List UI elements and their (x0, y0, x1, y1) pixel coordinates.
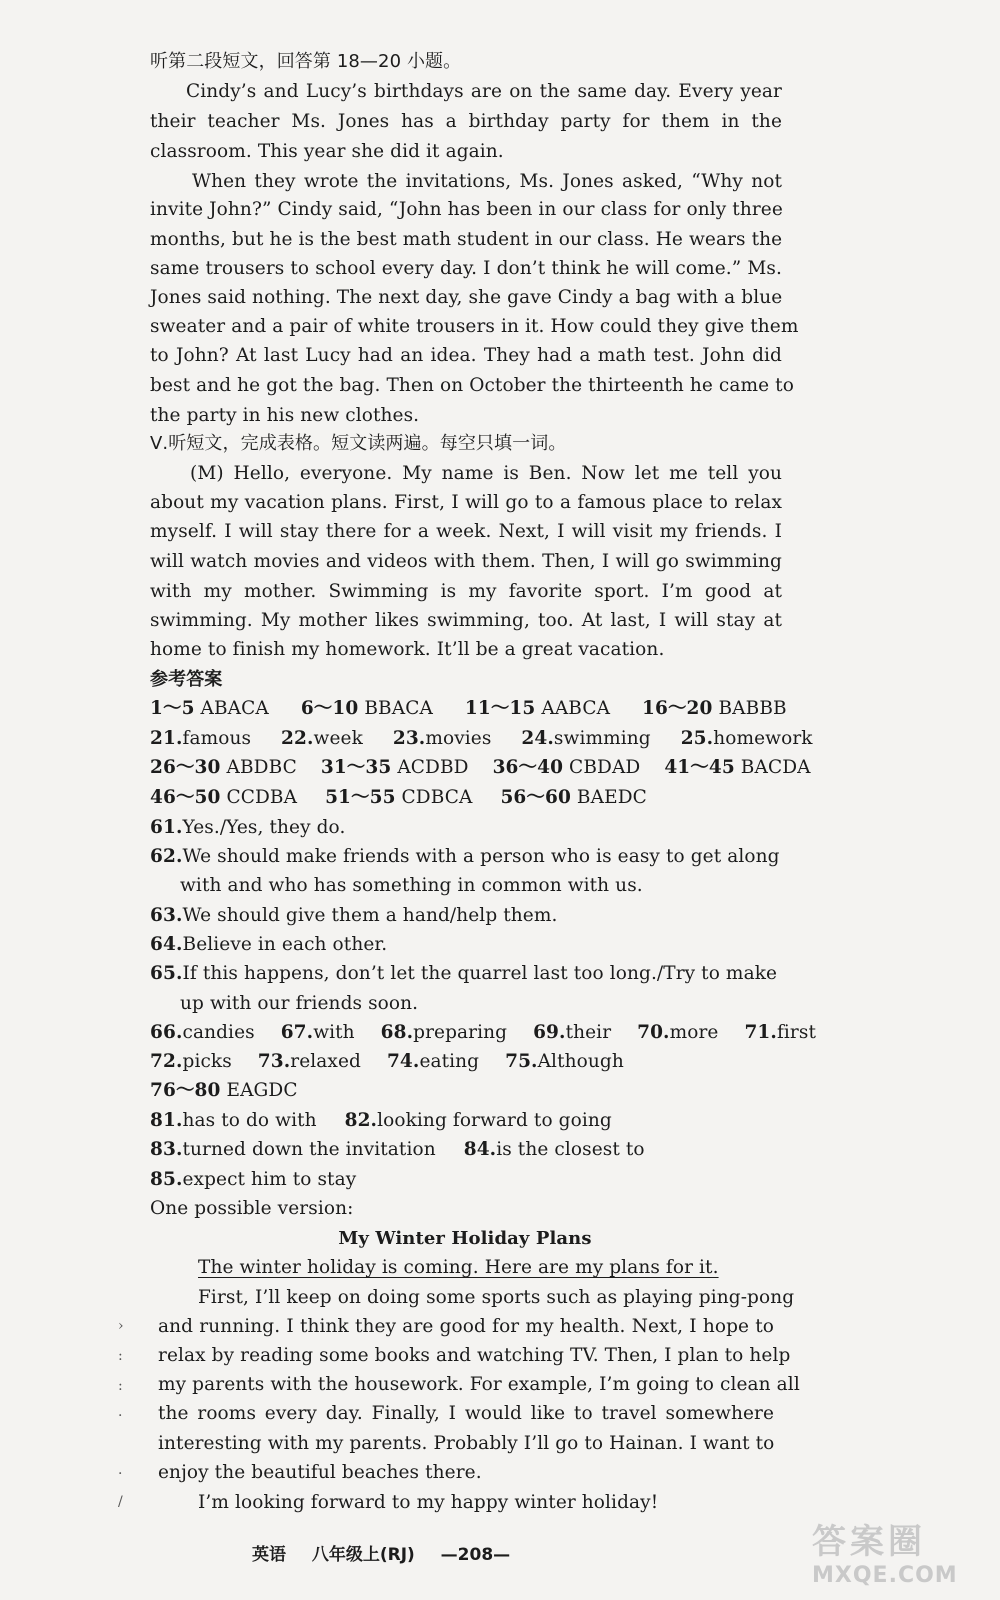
answer-value: has to do with (182, 1110, 317, 1131)
answer-number: 69. (533, 1022, 566, 1043)
answer-number: 66. (150, 1022, 183, 1043)
answer-number: 76～80 (150, 1080, 221, 1101)
answer-value: CCDBA (220, 787, 298, 808)
answer-number: 23. (392, 728, 426, 749)
passage-line: (M) Hello, everyone. My name is Ben. Now let me tell you (190, 463, 782, 484)
answer-value: BAEDC (570, 787, 647, 808)
answer-number: 56～60 (500, 787, 571, 808)
passage-line: myself. I will stay there for a week. Next, I will visit my friends. I (150, 521, 782, 542)
answer-value: relaxed (290, 1051, 361, 1072)
answer-value: looking forward to going (377, 1110, 612, 1131)
answer-value: Although (537, 1051, 624, 1072)
answer-value: turned down the invitation (182, 1139, 436, 1160)
answer-number: 24. (521, 728, 554, 749)
answer-value: is the closest to (496, 1139, 645, 1160)
page-footer (252, 1540, 510, 1565)
answer-number: 22. (281, 728, 314, 749)
answer-number: 71. (744, 1022, 777, 1043)
answer-line (150, 933, 387, 957)
answer-text: up with our friends soon. (180, 993, 419, 1014)
page-number: —208— (440, 1545, 511, 1565)
watermark-bottom-text: MXQE.COM (812, 1563, 958, 1588)
answer-number: 1～5 (150, 698, 195, 719)
answer-value: AABCA (535, 698, 611, 719)
passage-line: months, but he is the best math student in our class. He wears the (150, 229, 783, 250)
answer-number: 25. (680, 728, 714, 749)
margin-mark: : (118, 1348, 123, 1364)
answer-number: 73. (257, 1051, 291, 1072)
passage-line: When they wrote the invitations, Ms. Jones asked, “Why not (192, 171, 782, 192)
passage-line: best and he got the bag. Then on October the thirteenth he came to (150, 375, 794, 396)
answer-line (150, 962, 777, 986)
essay-intro: One possible version: (150, 1198, 354, 1219)
answer-text: If this happens, don’t let the quarrel last too long./Try to make (182, 963, 778, 984)
passage-line: Cindy’s and Lucy’s birthdays are on the same day. Every year (186, 81, 782, 102)
answer-value: homework (713, 728, 813, 749)
answer-value: CDBCA (395, 787, 473, 808)
answer-number: 81. (150, 1110, 183, 1131)
margin-mark: : (118, 1378, 123, 1394)
answer-line (150, 904, 557, 928)
answer-text: Believe in each other. (182, 934, 388, 955)
passage-line: to John? At last Lucy had an idea. They had a math test. John did (150, 345, 782, 366)
answer-value: ABDBC (220, 757, 297, 778)
margin-mark: / (118, 1494, 123, 1510)
answer-number: 11～15 (464, 698, 536, 719)
passage-line: swimming. My mother likes swimming, too. At last, I will stay at (150, 610, 782, 631)
answer-value: candies (182, 1022, 255, 1043)
passage-line: invite John?” Cindy said, “John has been in our class for only three (150, 199, 783, 220)
answer-row (150, 1138, 645, 1162)
answer-number: 70. (637, 1022, 670, 1043)
answer-number: 83. (150, 1139, 183, 1160)
answer-value: preparing (413, 1022, 508, 1043)
essay-title: My Winter Holiday Plans (338, 1228, 592, 1249)
answer-row (150, 1109, 612, 1133)
answer-number: 21. (150, 728, 183, 749)
answer-value: expect him to stay (182, 1169, 357, 1190)
passage-line: will watch movies and videos with them. Then, I will go swimming (150, 551, 782, 572)
answer-value: their (565, 1022, 612, 1043)
answer-number: 75. (505, 1051, 538, 1072)
answer-row (150, 1079, 298, 1103)
essay-line: my parents with the housework. For example, I’m going to clean all (158, 1374, 800, 1395)
answer-number: 63. (150, 905, 183, 926)
answer-number: 61. (150, 817, 183, 838)
answer-number: 16～20 (642, 698, 713, 719)
passage-line: same trousers to school every day. I don’t think he will come.” Ms. (150, 258, 782, 279)
footer-grade: 八年级上(RJ) (311, 1545, 415, 1565)
answer-value: eating (419, 1051, 480, 1072)
answer-number: 84. (463, 1139, 497, 1160)
answer-value: week (313, 728, 363, 749)
passage-line: classroom. This year she did it again. (150, 141, 504, 162)
answer-text: with and who has something in common with us. (180, 875, 643, 896)
answer-value: EAGDC (220, 1080, 298, 1101)
answer-number: 65. (150, 963, 183, 984)
answer-value: BABBB (712, 698, 787, 719)
passage-line: their teacher Ms. Jones has a birthday party for them in the (150, 111, 782, 132)
answer-number: 46～50 (150, 787, 221, 808)
answer-row (150, 1168, 356, 1192)
answer-number: 31～35 (320, 757, 392, 778)
answer-number: 82. (344, 1110, 378, 1131)
passage-line: with my mother. Swimming is my favorite sport. I’m good at (150, 581, 782, 602)
answer-value: more (669, 1022, 719, 1043)
answer-row (150, 697, 787, 721)
answer-value: BBACA (358, 698, 433, 719)
answer-row (150, 786, 647, 810)
answer-value: first (776, 1022, 816, 1043)
answer-number: 26～30 (150, 757, 221, 778)
answer-value: with (313, 1022, 355, 1043)
answer-row (150, 1021, 816, 1045)
answer-number: 74. (386, 1051, 420, 1072)
answer-number: 51～55 (325, 787, 396, 808)
passage-line: sweater and a pair of white trousers in it. How could they give them (150, 316, 799, 337)
margin-mark: · (118, 1466, 123, 1482)
answer-row (150, 756, 811, 780)
answer-number: 72. (150, 1051, 183, 1072)
margin-mark: · (118, 1408, 123, 1424)
margin-mark: › (118, 1318, 124, 1334)
essay-line: First, I’ll keep on doing some sports such as playing ping-pong (198, 1287, 795, 1308)
answers-heading: 参考答案 (150, 669, 223, 690)
answer-number: 36～40 (492, 757, 564, 778)
essay-first-line: The winter holiday is coming. Here are my plans for it. (198, 1257, 719, 1278)
answer-line (180, 992, 418, 1016)
answer-value: swimming (553, 728, 651, 749)
footer-subject: 英语 (252, 1545, 286, 1565)
answer-number: 62. (150, 846, 183, 867)
answer-value: CBDAD (563, 757, 641, 778)
section-header: 听第二段短文，回答第 18—20 小题。 (150, 51, 462, 72)
answer-number: 41～45 (664, 757, 735, 778)
answer-text: Yes./Yes, they do. (182, 817, 346, 838)
answer-row (150, 727, 813, 751)
essay-line: and running. I think they are good for my health. Next, I hope to (158, 1316, 774, 1337)
watermark-logo (812, 1514, 982, 1594)
section-header: Ⅴ.听短文，完成表格。短文读两遍。每空只填一词。 (150, 433, 567, 454)
answer-value: movies (425, 728, 492, 749)
passage-line: about my vacation plans. First, I will go to a famous place to relax (150, 492, 782, 513)
passage-line: home to finish my homework. It’ll be a great vacation. (150, 639, 665, 660)
answer-text: We should give them a hand/help them. (182, 905, 558, 926)
answer-text: We should make friends with a person who is easy to get along (182, 846, 780, 867)
answer-number: 68. (380, 1022, 414, 1043)
answer-row (150, 1050, 624, 1074)
answer-line (180, 874, 643, 898)
passage-line: Jones said nothing. The next day, she gave Cindy a bag with a blue (150, 287, 783, 308)
essay-closing: I’m looking forward to my happy winter holiday! (198, 1492, 659, 1513)
answer-line (150, 816, 345, 840)
essay-line: relax by reading some books and watching TV. Then, I plan to help (158, 1345, 791, 1366)
answer-number: 67. (280, 1022, 314, 1043)
essay-line: interesting with my parents. Probably I’ll go to Hainan. I want to (158, 1433, 775, 1454)
answer-line (150, 845, 780, 869)
passage-line: the party in his new clothes. (150, 405, 420, 426)
answer-value: famous (182, 728, 252, 749)
answer-value: ABACA (194, 698, 269, 719)
essay-line: the rooms every day. Finally, I would like to travel somewhere (158, 1403, 774, 1424)
answer-value: ACDBD (391, 757, 469, 778)
answer-number: 85. (150, 1169, 183, 1190)
answer-value: picks (182, 1051, 232, 1072)
essay-line: enjoy the beautiful beaches there. (158, 1462, 482, 1483)
answer-number: 64. (150, 934, 183, 955)
answer-value: BACDA (734, 757, 811, 778)
answer-number: 6～10 (300, 698, 359, 719)
watermark-top-text: 答案圈 (812, 1522, 926, 1562)
